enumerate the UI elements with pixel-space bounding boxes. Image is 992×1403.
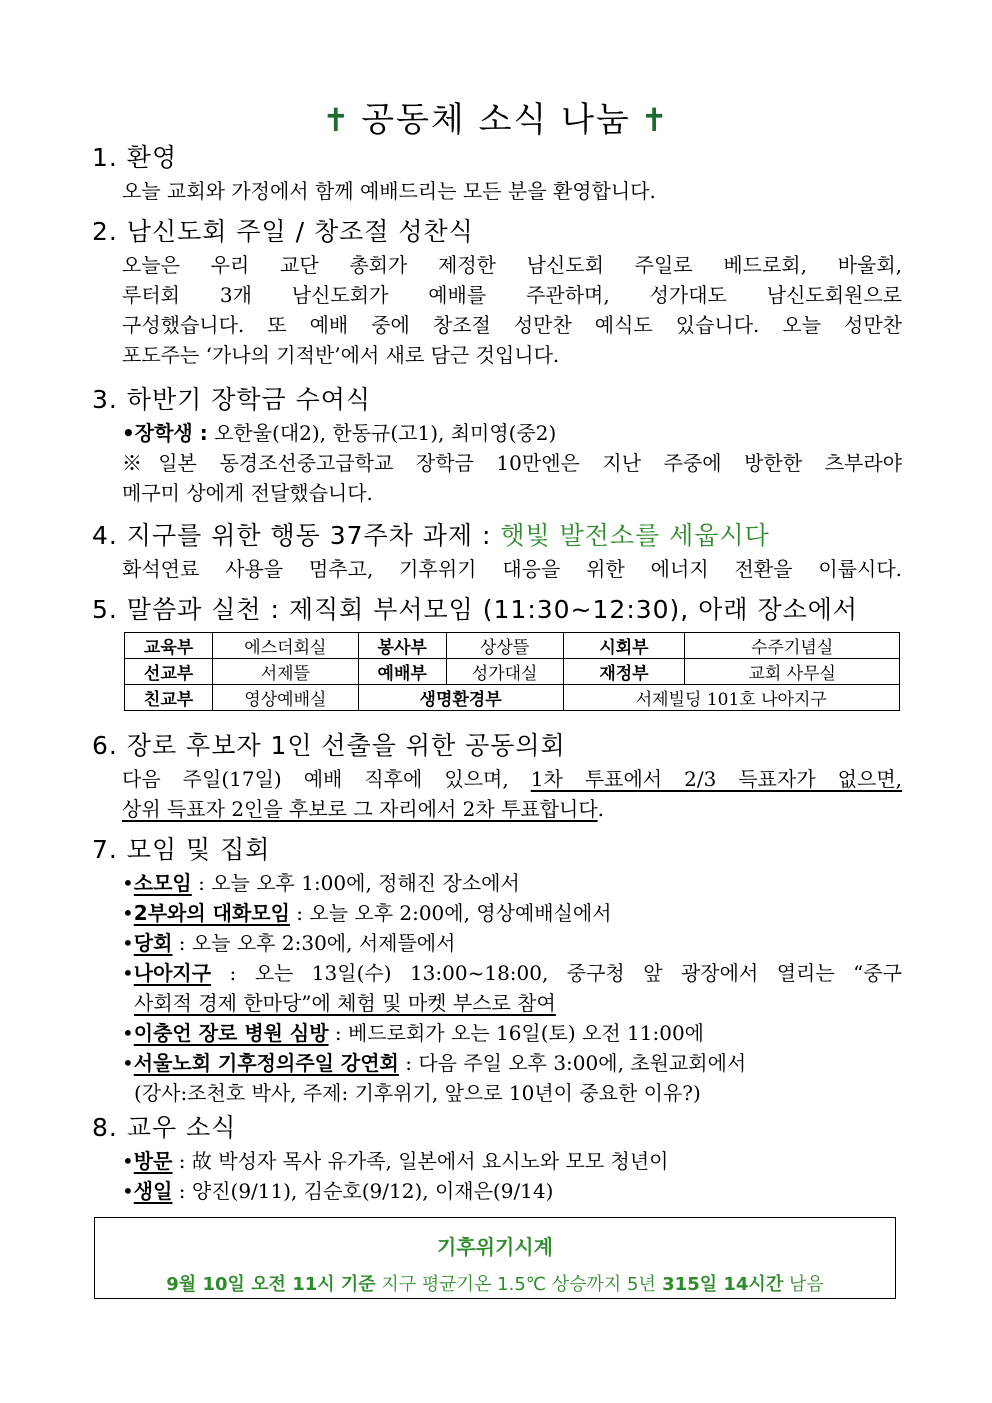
section-heading: 5. 말씀과 실천 : 제직회 부서모임 (11:30~12:30), 아래 장소에서 [92,595,859,624]
list-item: •이충언 장로 병원 심방 : 베드로회가 오는 16일(토) 오전 11:00에 [122,1021,704,1045]
place-cell: 영상예배실 [213,685,359,711]
cross-icon: ✝ [640,101,670,139]
clock-prefix: 9월 10일 오전 11시 기준 [166,1274,376,1295]
body-line [92,764,902,794]
note-line: ※일본 동경조선중고급학교 장학금 10만엔은 지난 주중에 방한한 츠부라야 [122,451,902,475]
item-label: 2부와의 대화모임 [133,901,290,925]
place-cell: 서제뜰 [213,659,359,685]
list-item: •2부와의 대화모임 : 오늘 오후 2:00에, 영상예배실에서 [122,901,612,925]
section-member-news [92,1110,902,1206]
item-text: : 오늘 오후 1:00에, 정해진 장소에서 [191,871,520,895]
item-text: : 양진(9/11), 김순호(9/12), 이재은(9/14) [172,1179,554,1203]
item-text: : 오늘 오후 2:30에, 서제뜰에서 [172,931,456,955]
scholar-label: •장학생 : [122,421,208,445]
body-line: 구성했습니다. 또 예배 중에 창조절 성만찬 예식도 있습니다. 오늘 성만찬 [122,313,902,337]
list-item-continuation: (강사:조천호 박사, 주제: 기후위기, 앞으로 10년이 중요한 이유?) [134,1081,701,1105]
item-text: : 오늘 오후 2:00에, 영상예배실에서 [289,901,612,925]
body-line: 오늘은 우리 교단 총회가 제정한 남신도회 주일로 베드로회, 바울회, [122,253,902,277]
cross-icon: ✝ [322,101,352,139]
item-label: 방문 [133,1149,173,1173]
climate-clock-box [94,1217,896,1299]
section-heading: 3. 하반기 장학금 수여식 [92,385,372,414]
underlined-text: 상위 득표자 2인을 후보로 그 자리에서 2차 투표합니다 [122,797,598,821]
section-body: 화석연료 사용을 멈추고, 기후위기 대응을 위한 에너지 전환을 이룹시다. [122,557,902,581]
clock-hours: 14시간 [717,1274,784,1295]
section-heading: 8. 교우 소식 [92,1113,237,1142]
place-cell: 서제빌딩 101호 나아지구 [563,685,899,711]
climate-clock-line [95,1270,895,1296]
body-line: 루터회 3개 남신도회가 예배를 주관하며, 성가대도 남신도회원으로 [122,283,902,307]
list-item: •방문 : 故 박성자 목사 유가족, 일본에서 요시노와 모모 청년이 [122,1149,669,1173]
section-dept-meeting [92,592,902,711]
scholar-line [92,418,902,448]
underlined-text: 1차 투표에서 2/3 득표자가 없으면, [530,767,902,791]
note-line: 메구미 상에게 전달했습니다. [122,481,373,505]
dept-cell: 재정부 [563,659,685,685]
page-title [0,92,992,141]
table-row [125,633,900,659]
list-item: •서울노회 기후정의주일 강연회 : 다음 주일 오후 3:00에, 초원교회에서 [122,1051,747,1075]
table-row [125,659,900,685]
dept-table [124,632,900,711]
dept-cell: 시회부 [563,633,685,659]
list-item: •나아지구 : 오는 13일(수) 13:00~18:00, 중구청 앞 광장에서 열리는 “중구 [122,961,902,985]
body-text: . [597,797,605,821]
clock-suffix: 남음 [783,1274,824,1295]
clock-years: 5년 [627,1274,656,1295]
item-text: : 오는 13일(수) 13:00~18:00, 중구청 앞 광장에서 열리는 “중구 [211,961,902,985]
climate-clock-title: 기후위기시계 [437,1235,553,1259]
title-text: 공동체 소식 나눔 [361,100,631,140]
section-body: 오늘 교회와 가정에서 함께 예배드리는 모든 분을 환영합니다. [122,179,656,203]
list-item: •생일 : 양진(9/11), 김순호(9/12), 이재은(9/14) [122,1179,554,1203]
section-meetings [92,832,902,1108]
section-heading: 2. 남신도회 주일 / 창조절 성찬식 [92,217,474,246]
body-line: 포도주는 ‘가나의 기적반’에서 새로 담근 것입니다. [122,343,560,367]
body-line [92,794,902,824]
clock-days: 315일 [655,1274,718,1295]
section-heading [92,518,902,554]
dept-cell: 친교부 [125,685,213,711]
place-cell: 상상뜰 [446,633,563,659]
section-welcome [92,140,902,206]
list-item-continuation [92,988,902,1018]
dept-cell: 생명환경부 [358,685,563,711]
underlined-text: 사회적 경제 한마당”에 체험 및 마켓 부스로 참여 [134,991,556,1015]
section-heading: 7. 모임 및 집회 [92,835,271,864]
item-text: : 베드로회가 오는 16일(토) 오전 11:00에 [328,1021,704,1045]
section-heading: 1. 환영 [92,143,178,172]
section-scholarship [92,382,902,508]
table-row [125,685,900,711]
item-text: : 故 박성자 목사 유가족, 일본에서 요시노와 모모 청년이 [172,1149,669,1173]
clock-middle: 지구 평균기온 1.5℃ 상승까지 [375,1274,628,1295]
place-cell: 수주기념실 [685,633,900,659]
heading-text: 4. 지구를 위한 행동 37주차 과제 : [92,521,501,550]
list-item: •소모임 : 오늘 오후 1:00에, 정해진 장소에서 [122,871,520,895]
item-label: 이충언 장로 병원 심방 [133,1021,329,1045]
item-label: 소모임 [133,871,192,895]
place-cell: 에스더회실 [213,633,359,659]
item-label: 서울노회 기후정의주일 강연회 [133,1051,399,1075]
place-cell: 교회 사무실 [685,659,900,685]
body-text: 다음 주일(17일) 예배 직후에 있으며, [122,767,531,791]
place-cell: 성가대실 [446,659,563,685]
heading-highlight: 햇빛 발전소를 세웁시다 [500,521,770,550]
dept-cell: 교육부 [125,633,213,659]
item-label: 생일 [133,1179,173,1203]
list-item: •당회 : 오늘 오후 2:30에, 서제뜰에서 [122,931,456,955]
section-heading: 6. 장로 후보자 1인 선출을 위한 공동의회 [92,731,566,760]
section-elder-election [92,728,902,824]
dept-cell: 봉사부 [358,633,446,659]
scholar-names: 오한울(대2), 한동규(고1), 최미영(중2) [207,421,557,445]
dept-cell: 선교부 [125,659,213,685]
item-label: 당회 [133,931,173,955]
item-label: 나아지구 [133,961,212,985]
section-mens-sunday [92,214,902,370]
item-text: : 다음 주일 오후 3:00에, 초원교회에서 [398,1051,747,1075]
section-earth-action [92,518,902,584]
dept-cell: 예배부 [358,659,446,685]
